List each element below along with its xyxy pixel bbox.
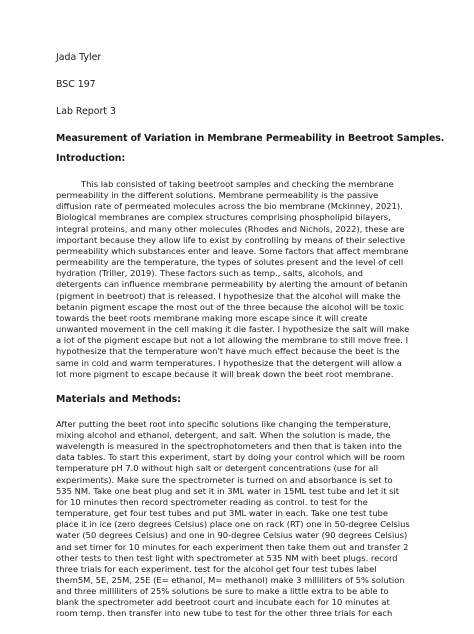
intro-line: integral proteins, and many other molecules (Rhodes and Nichols, 2022), these are xyxy=(56,223,405,234)
intro-line: lot more pigment to escape because it will break down the beet root membrane. xyxy=(56,368,394,379)
methods-line: them5M, 5E, 25M, 25E (E= ethanol, M= methanol) make 3 milliliters of 5% solution xyxy=(56,575,405,585)
course-code: BSC 197 xyxy=(56,79,96,90)
intro-line: unwanted movement in the cell making it die faster. I hypothesize the salt will make xyxy=(56,324,410,335)
intro-line: hydration (Triller, 2019). These factors such as temp., salts, alcohols, and xyxy=(56,268,363,279)
intro-line: permeability in the different solutions. Membrane permeability is the passive xyxy=(56,190,379,201)
introduction-paragraph xyxy=(56,179,421,380)
intro-line: This lab consisted of taking beetroot samples and checking the membrane xyxy=(81,179,394,189)
methods-line: mixing alcohol and ethanol, detergent, and salt. When the solution is made, the xyxy=(56,429,391,440)
methods-heading: Materials and Methods: xyxy=(56,393,182,405)
methods-line: 535 NM. Take one beat plug and set it in 3ML water in 15ML test tube and let it sit xyxy=(56,485,400,496)
intro-line: (pigment in beetroot) that is released. I hypothesize that the alcohol will make the xyxy=(56,290,401,301)
methods-line: blank the spectrometer add beetroot court and incubate each for 10 minutes at xyxy=(56,597,390,608)
methods-line: temperature pH 7.0 without high salt or detergent concentrations (use for all xyxy=(56,463,379,474)
methods-line: experiments). Make sure the spectrometer is turned on and absorbance is set to xyxy=(56,474,393,485)
introduction-heading: Introduction: xyxy=(56,153,126,164)
methods-line: room temp. then transfer into new tube to test for the other three trials for each xyxy=(56,608,393,619)
intro-line: permeability are the temperature, the types of solutes present and the level of cell xyxy=(56,257,404,268)
methods-line: data tables. To start this experiment, start by doing your control which will be room xyxy=(56,452,405,463)
document-body xyxy=(56,52,445,634)
methods-line: and set timer for 10 minutes for each experiment then take them out and transfer 2 xyxy=(56,541,409,552)
document-title: Measurement of Variation in Membrane Permeability in Beetroot Samples. xyxy=(56,133,445,144)
intro-line: diffusion rate of permeated molecules across the bio membrane (Mckinney, 2021). xyxy=(56,201,403,212)
methods-line: three trials for each experiment. test for the alcohol get four test tubes label xyxy=(56,563,377,574)
methods-line: temperature, get four test tubes and put 3ML water in each. Take one test tube xyxy=(56,508,388,519)
intro-line: same in cold and warm temperatures. I hypothesize that the detergent will allow a xyxy=(56,357,402,368)
methods-line: for 10 minutes then record spectrometer reading as control. to test for the xyxy=(56,496,368,507)
methods-line: place it in ice (zero degrees Celsius) place one on rack (RT) one in 50-degree Celsius xyxy=(56,519,410,530)
intro-line: hypothesize that the temperature won't have much effect because the beet is the xyxy=(56,346,400,357)
author-name: Jada Tyler xyxy=(56,52,102,63)
intro-line: important because they allow life to exist by controlling by means of their selective xyxy=(56,234,406,245)
intro-line: detergents can influence membrane permeability by alerting the amount of betanin xyxy=(56,279,408,290)
intro-line: a lot of the pigment escape but not a lot allowing the membrane to still move free. I xyxy=(56,335,409,346)
intro-line: towards the beet roots membrane making more escape since it will create xyxy=(56,312,368,323)
methods-line: water (50 degrees Celsius) and one in 90-degree Celsius water (90 degrees Celsius) xyxy=(56,530,408,541)
intro-line: Biological membranes are complex structures comprising phospholipid bilayers, xyxy=(56,212,391,223)
methods-paragraph xyxy=(56,419,421,620)
report-number: Lab Report 3 xyxy=(56,106,116,117)
intro-line: betanin pigment escape the most out of the three because the alcohol will be toxic xyxy=(56,301,404,312)
methods-line: After putting the beet root into specific solutions like changing the temperature, xyxy=(56,418,391,429)
methods-line: wavelength is measured in the spectrophotometers and then that is taken into the xyxy=(56,441,402,452)
intro-line: permeability which substances enter and leave. Some factors that affect membrane xyxy=(56,245,409,256)
methods-line: and three milliliters of 25% solutions be sure to make a little extra to be able to xyxy=(56,586,389,597)
methods-line: other tests to then test light with spectrometer at 535 NM with beet plugs. record xyxy=(56,552,398,563)
